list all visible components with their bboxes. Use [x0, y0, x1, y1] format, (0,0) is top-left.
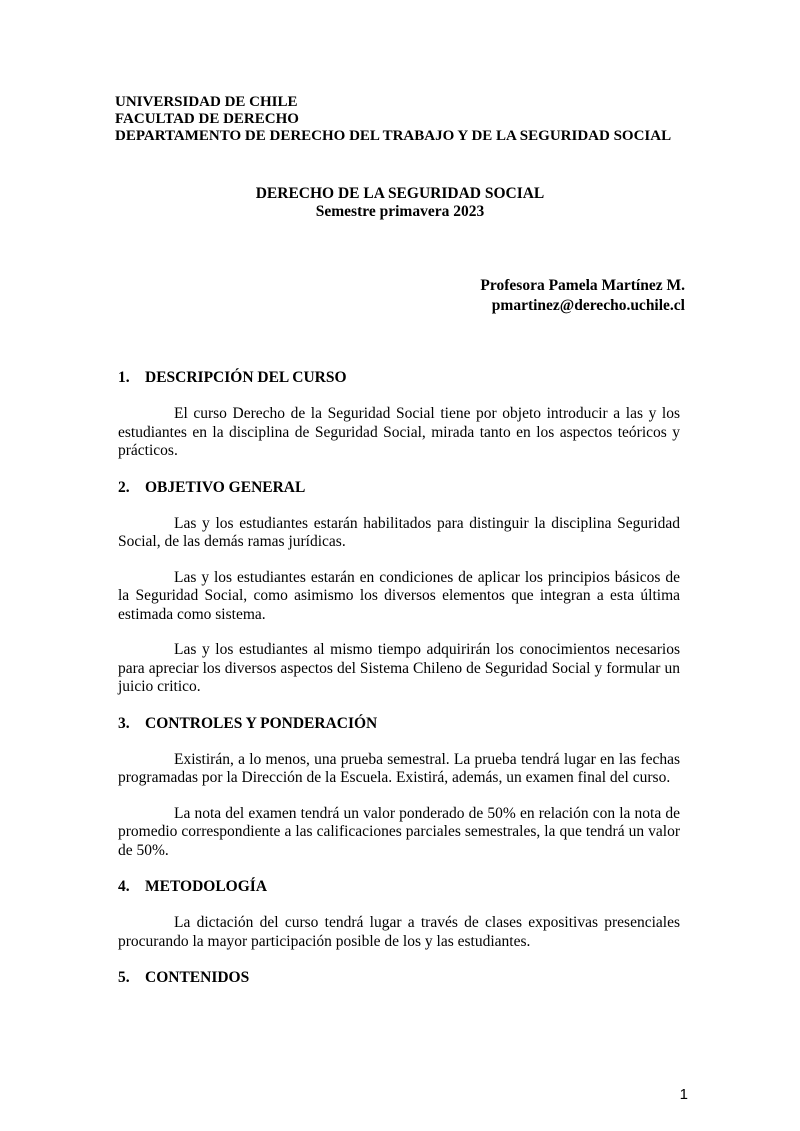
section-paragraph: Existirán, a lo menos, una prueba semestral. La prueba tendrá lugar en las fechas programadas por la Dirección de la Escuela. Existirá, además, un examen final del curso.: [118, 750, 680, 786]
section-heading: 3. CONTROLES Y PONDERACIÓN: [118, 714, 378, 732]
university-name: UNIVERSIDAD DE CHILE: [115, 94, 298, 110]
section-heading: 1. DESCRIPCIÓN DEL CURSO: [118, 369, 347, 386]
institution-header: [115, 94, 671, 145]
section-paragraph: La dictación del curso tendrá lugar a través de clases expositivas presenciales procurando la mayor participación posible de los y las estudiantes.: [118, 914, 680, 950]
professor-block: [480, 276, 685, 316]
section-paragraph: Las y los estudiantes al mismo tiempo adquirirán los conocimientos necesarios para apreciar los diversos aspectos del Sistema Chileno de Seguridad Social y formular un juicio critico.: [118, 641, 680, 695]
course-heading: [0, 185, 800, 221]
professor-name: Profesora Pamela Martínez M.: [480, 277, 685, 294]
section-paragraph: La nota del examen tendrá un valor ponderado de 50% en relación con la nota de promedio correspondiente a las calificaciones parciales semestrales, la que tendrá un valor de 50%.: [118, 804, 680, 859]
section-heading: 4. METODOLOGÍA: [118, 878, 268, 895]
section-paragraph: Las y los estudiantes estarán habilitados para distinguir la disciplina Seguridad Social, de las demás ramas jurídicas.: [118, 514, 680, 550]
section-paragraph: El curso Derecho de la Seguridad Social tiene por objeto introducir a las y los estudiantes en la disciplina de Seguridad Social, mirada tanto en los aspectos teóricos y prácticos.: [118, 405, 680, 459]
section-heading: 5. CONTENIDOS: [118, 969, 250, 986]
course-semester: Semestre primavera 2023: [315, 203, 485, 220]
course-title: DERECHO DE LA SEGURIDAD SOCIAL: [255, 185, 545, 202]
page-number: 1: [679, 1086, 688, 1103]
document-body: [118, 368, 680, 988]
section-heading: 2. OBJETIVO GENERAL: [118, 478, 306, 496]
department-name: DEPARTAMENTO DE DERECHO DEL TRABAJO Y DE LA SEGURIDAD SOCIAL: [115, 128, 672, 144]
section-paragraph: Las y los estudiantes estarán en condiciones de aplicar los principios básicos de la Seguridad Social, como asimismo los diversos elementos que integran a esta última estimada como sistema.: [118, 568, 680, 623]
faculty-name: FACULTAD DE DERECHO: [115, 111, 299, 127]
professor-email: pmartinez@derecho.uchile.cl: [491, 297, 685, 314]
